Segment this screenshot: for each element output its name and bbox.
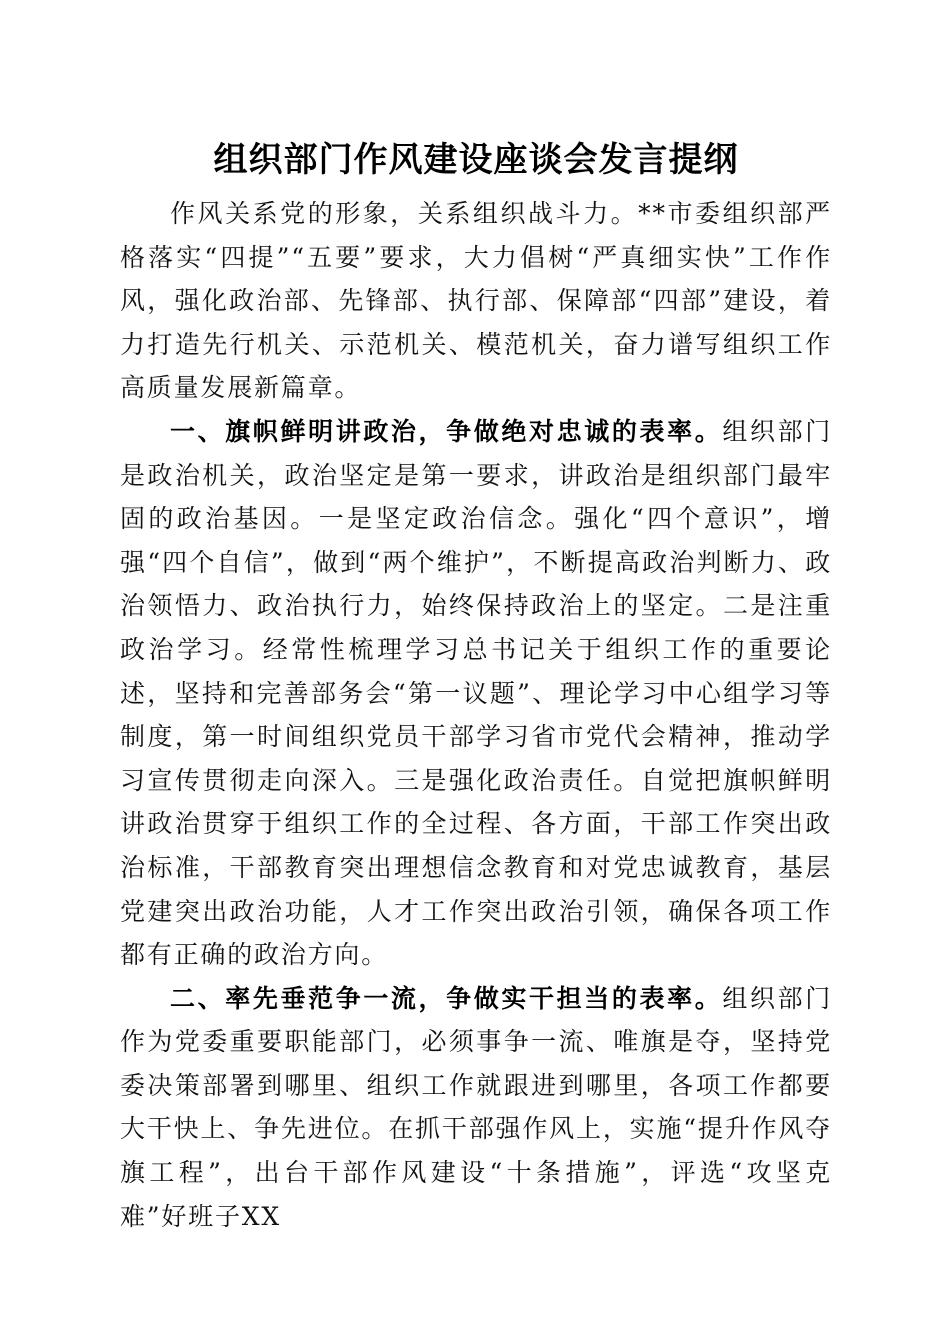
section-1-body: 组织部门是政治机关，政治坚定是第一要求，讲政治是组织部门最牢固的政治基因。一是坚定政治信念。强化“四个意识”，增强“四个自信”，做到“两个维护”，不断提高政治判断力、政治领悟力、政治执行力，始终保持政治上的坚定。二是注重政治学习。经常性梳理学习总书记关于组织工作的重要论述，坚持和完善部务会“第一议题”、理论学习中心组学习等制度，第一时间组织党员干部学习省市党代会精神，推动学习宣传贯彻走向深入。三是强化政治责任。自觉把旗帜鲜明讲政治贯穿于组织工作的全过程、各方面，干部工作突出政治标准，干部教育突出理想信念教育和对党忠诚教育，基层党建突出政治功能，人才工作突出政治引领，确保各项工作都有正确的政治方向。 [120,416,832,970]
document-title: 组织部门作风建设座谈会发言提纲 [213,140,739,180]
document-body [120,132,832,1238]
section-2-paragraph [120,977,832,1239]
section-2-heading: 二、率先垂范争一流，争做实干担当的表率。 [170,983,723,1013]
section-1-paragraph [120,410,832,977]
section-2-body: 组织部门作为党委重要职能部门，必须事争一流、唯旗是夺，坚持党委决策部署到哪里、组织工作就跟进到哪里，各项工作都要大干快上、争先进位。在抓干部强作风上，实施“提升作风夺旗工程”，出台干部作风建设“十条措施”，评选“攻坚克难”好班子XX [120,983,832,1231]
section-1-heading: 一、旗帜鲜明讲政治，争做绝对忠诚的表率。 [170,416,723,446]
intro-paragraph: 作风关系党的形象，关系组织战斗力。**市委组织部严格落实“四提”“五要”要求，大力倡树“严真细实快”工作作风，强化政治部、先锋部、执行部、保障部“四部”建设，着力打造先行机关、示范机关、模范机关，奋力谱写组织工作高质量发展新篇章。 [120,199,832,403]
